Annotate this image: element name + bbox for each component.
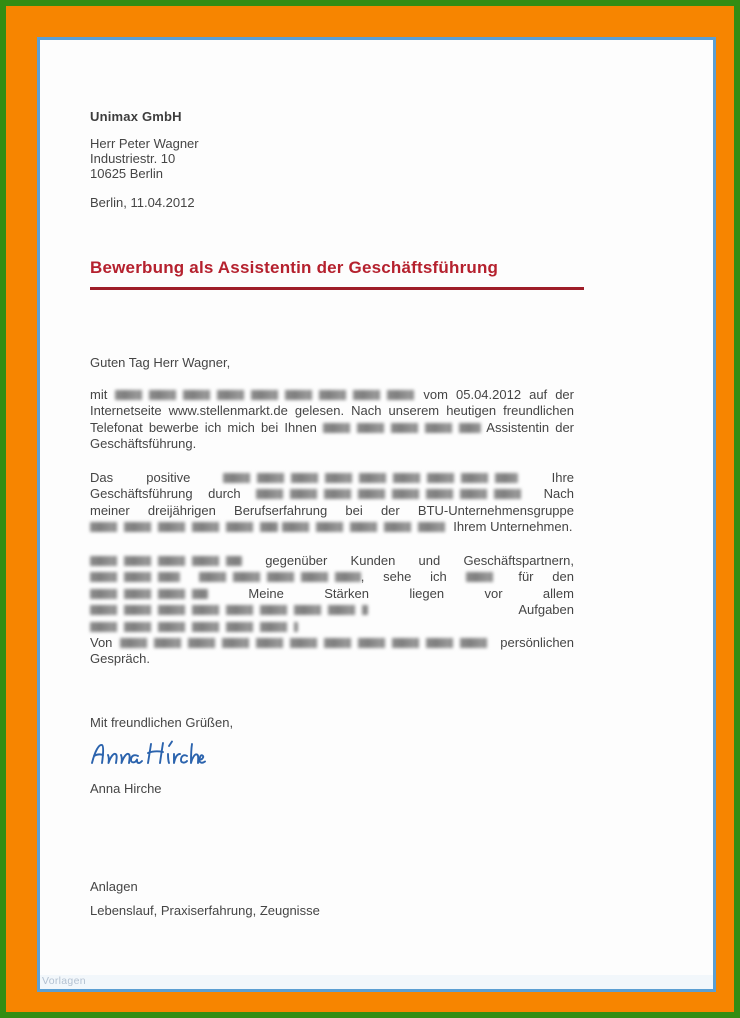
decorative-orange-border <box>6 6 734 1012</box>
recipient-city: 10625 Berlin <box>90 166 163 181</box>
recipient-name: Herr Peter Wagner <box>90 136 199 151</box>
redacted-text <box>282 522 450 532</box>
redacted-text <box>115 390 415 400</box>
body-paragraph-1: mit vom 05.04.2012 auf der Internetseite www.stellenmarkt.de gelesen. Nach unserem heutigen freundlichen Telefonat bewerbe ich mich bei Ihnen Assistentin der Geschäftsführung. <box>90 387 575 452</box>
redacted-text <box>466 572 500 582</box>
subject-heading: Bewerbung als Assistentin der Geschäftsführung <box>90 258 499 277</box>
recipient-street: Industriestr. 10 <box>90 151 176 166</box>
subject-underline <box>90 287 584 290</box>
recipient-address <box>90 136 199 181</box>
redacted-text <box>223 473 518 483</box>
redacted-text <box>90 556 242 566</box>
date-line: Berlin, 11.04.2012 <box>90 195 195 210</box>
redacted-text <box>90 589 208 599</box>
watermark-label: Vorlagen <box>42 975 86 987</box>
redacted-text <box>120 638 492 648</box>
body-paragraph-3: gegenüber Kunden und Geschäftspartnern, , sehe ich für den Meine Stärken liegen vor allem Aufgaben <box>90 553 574 635</box>
closing-salutation: Mit freundlichen Grüßen, <box>90 715 234 730</box>
page-bottom-tint <box>40 975 713 989</box>
redacted-text <box>323 423 481 433</box>
attachments-label: Anlagen <box>90 879 138 894</box>
redacted-text <box>90 522 278 532</box>
redacted-text <box>199 572 361 582</box>
body-paragraph-2: Das positive Ihre Geschäftsführung durch Nach meiner dreijährigen Berufserfahrung bei der BTU-Unternehmensgruppe Ihrem Unternehmen. <box>90 470 575 535</box>
redacted-text <box>90 605 368 615</box>
company-name: Unimax GmbH <box>90 109 182 124</box>
typed-signature-name: Anna Hirche <box>90 781 162 796</box>
body-paragraph-4: Von persönlichen Gespräch. <box>90 635 575 667</box>
letter-page <box>37 37 716 992</box>
redacted-text <box>90 572 180 582</box>
redacted-text <box>90 622 298 632</box>
greeting-line: Guten Tag Herr Wagner, <box>90 355 231 370</box>
handwritten-signature <box>88 735 210 775</box>
redacted-text <box>256 489 528 499</box>
attachments-list: Lebenslauf, Praxiserfahrung, Zeugnisse <box>90 903 320 918</box>
